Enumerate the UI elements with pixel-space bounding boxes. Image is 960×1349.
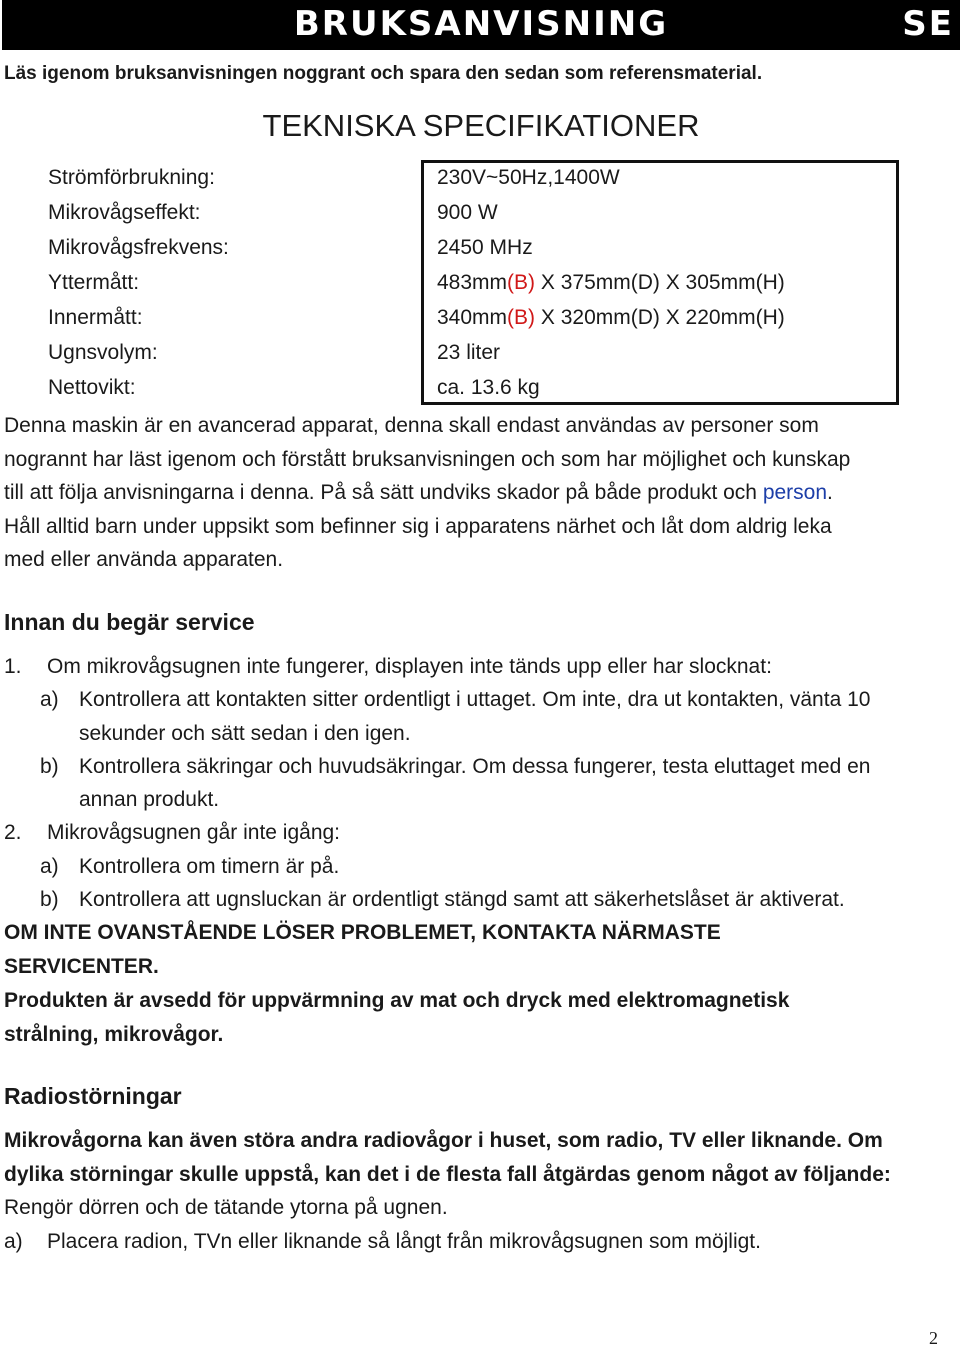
- paragraph-line: nogrannt har läst igenom och förstått bruksanvisningen och som har möjlighet och kunskap: [4, 447, 851, 471]
- list-letter: a): [4, 1229, 23, 1253]
- spec-value-part: X 320mm(D) X 220mm(H): [535, 306, 785, 329]
- spec-value: 900 W: [437, 201, 498, 224]
- list-text: Kontrollera om timern är på.: [79, 854, 340, 878]
- spec-value: ca. 13.6 kg: [437, 376, 540, 399]
- warning-line: OM INTE OVANSTÅENDE LÖSER PROBLEMET, KONTAKTA NÄRMASTE: [4, 921, 721, 944]
- list-letter: b): [40, 754, 59, 778]
- spec-label: Mikrovågseffekt:: [48, 201, 201, 224]
- spec-value-highlight: (B): [507, 306, 536, 329]
- list-item: [4, 750, 870, 783]
- warning-block: [4, 916, 789, 1052]
- list-number: 2.: [4, 821, 22, 845]
- list-letter: a): [40, 688, 59, 712]
- spec-label: Yttermått:: [48, 271, 140, 294]
- list-item: [4, 650, 870, 683]
- list-letter: b): [40, 888, 59, 912]
- paragraph-line: Denna maskin är en avancerad apparat, denna skall endast användas av personer som: [4, 414, 819, 437]
- spec-label: Ugnsvolym:: [48, 341, 158, 364]
- spec-value: 23 liter: [437, 341, 501, 364]
- list-item: [4, 683, 870, 716]
- header-title: BRUKSANVISNING: [293, 4, 669, 44]
- spec-label: Innermått:: [48, 306, 143, 329]
- language-code: SE: [902, 4, 954, 44]
- list-text: Mikrovågsugnen går inte igång:: [47, 821, 341, 845]
- radio-line: Rengör dörren och de tätande ytorna på ugnen.: [4, 1196, 448, 1219]
- paragraph-text: .: [827, 481, 833, 504]
- radio-line: Mikrovågorna kan även störa andra radiovågor i huset, som radio, TV eller liknande. Om: [4, 1129, 883, 1152]
- paragraph-line: [4, 476, 954, 510]
- list-text: Kontrollera att kontakten sitter ordentligt i uttaget. Om inte, dra ut kontakten, vänta 10: [79, 688, 871, 712]
- list-item: [4, 883, 870, 916]
- service-list: [4, 650, 870, 916]
- radio-heading: Radiostörningar: [4, 1083, 182, 1109]
- spec-value-highlight: (B): [507, 271, 536, 294]
- spec-value: 2450 MHz: [437, 236, 533, 259]
- spec-values: [437, 160, 785, 405]
- intro-text: Läs igenom bruksanvisningen noggrant och spara den sedan som referensmaterial.: [4, 63, 763, 84]
- spec-value: [437, 300, 785, 335]
- list-text: Kontrollera att ugnsluckan är ordentligt stängd samt att säkerhetslåset är aktiverat.: [79, 888, 845, 912]
- page-number: 2: [929, 1328, 938, 1348]
- spec-value-part: X 375mm(D) X 305mm(H): [535, 271, 785, 294]
- spec-labels: [48, 160, 229, 405]
- safety-paragraph: [4, 409, 954, 577]
- spec-title: TEKNISKA SPECIFIKATIONER: [262, 108, 700, 143]
- paragraph-text: till att följa anvisningarna i denna. På så sätt undviks skador på både produkt och: [4, 481, 763, 504]
- list-item: [4, 850, 870, 883]
- spec-label: Mikrovågsfrekvens:: [48, 236, 229, 259]
- list-text: Placera radion, TVn eller liknande så långt från mikrovågsugnen som möjligt.: [47, 1229, 761, 1253]
- radio-line: [4, 1225, 891, 1259]
- warning-line: strålning, mikrovågor.: [4, 1023, 224, 1046]
- spec-value-part: 483mm: [437, 271, 508, 294]
- warning-line: Produkten är avsedd för uppvärmning av mat och dryck med elektromagnetisk: [4, 989, 790, 1012]
- paragraph-line: med eller använda apparaten.: [4, 548, 284, 571]
- list-item-continued: annan produkt.: [79, 788, 220, 812]
- list-item: [4, 816, 870, 849]
- spec-value: [437, 265, 785, 300]
- header-bar: [2, 0, 960, 50]
- spec-label: Strömförbrukning:: [48, 166, 215, 189]
- list-text: Kontrollera säkringar och huvudsäkringar. Om dessa fungerer, testa eluttaget med en: [79, 754, 871, 778]
- radio-line: dylika störningar skulle uppstå, kan det i de flesta fall åtgärdas genom något av följande:: [4, 1162, 891, 1186]
- spec-value: 230V~50Hz,1400W: [437, 166, 620, 189]
- spec-label: Nettovikt:: [48, 376, 136, 399]
- spec-value-part: 340mm: [437, 306, 508, 329]
- paragraph-highlight: person: [762, 481, 828, 504]
- list-letter: a): [40, 854, 59, 878]
- service-heading: Innan du begär service: [4, 609, 255, 635]
- list-item-continued: sekunder och sätt sedan i den igen.: [79, 721, 411, 745]
- list-number: 1.: [4, 655, 22, 678]
- warning-line: SERVICENTER.: [4, 955, 159, 978]
- paragraph-line: Håll alltid barn under uppsikt som befinner sig i apparatens närhet och låt dom aldrig leka: [4, 514, 832, 538]
- list-text: Om mikrovågsugnen inte fungerer, displayen inte tänds upp eller har slocknat:: [47, 655, 772, 678]
- radio-section: [4, 1124, 891, 1258]
